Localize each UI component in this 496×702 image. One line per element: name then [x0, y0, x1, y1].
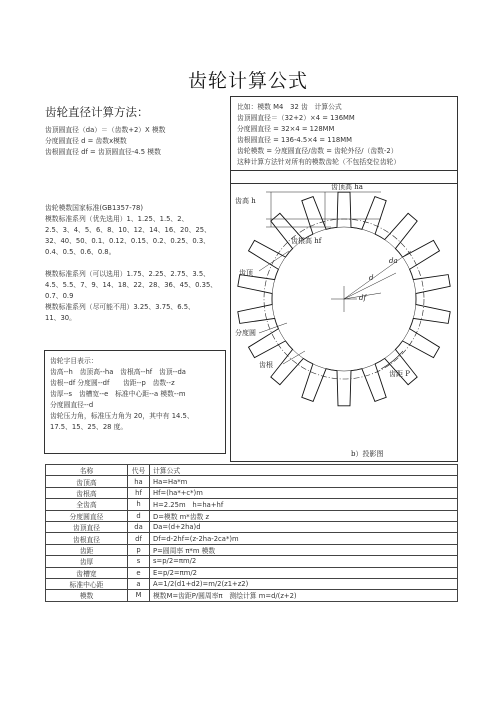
cell-formula: D=模数 m*齿数 z — [150, 510, 458, 521]
cell-symbol: h — [128, 499, 150, 510]
table-row — [46, 521, 458, 532]
table-header-row — [46, 465, 458, 476]
cell-name: 模数 — [46, 590, 128, 601]
module-line — [45, 258, 229, 269]
example-line: 这种计算方法针对所有的模数齿轮（不包括变位齿轮） — [237, 158, 401, 166]
cell-symbol: a — [128, 578, 150, 589]
table-body — [46, 476, 458, 601]
cell-name: 齿顶高 — [46, 476, 128, 487]
cell-formula: Da=(d+2ha)d — [150, 521, 458, 532]
diameter-formulas — [45, 125, 165, 158]
cell-name: 齿顶直径 — [46, 521, 128, 532]
example-line: 齿轮模数 = 分度圆直径/齿数 = 齿轮外径/（齿数-2） — [237, 147, 398, 155]
label-pitch: 齿距 P — [389, 370, 410, 378]
diameter-line: 分度圆直径 d = 齿数x模数 — [45, 137, 127, 145]
cell-symbol: e — [128, 567, 150, 578]
header-symbol: 代号 — [128, 465, 150, 476]
label-df: df — [359, 294, 367, 302]
cell-formula: 模数M=齿距P/圆周率π 测绘计算 m=d/(z+2) — [150, 590, 458, 601]
diameter-line: 齿顶圆直径（da）＝（齿数+2）X 模数 — [45, 126, 166, 134]
example-line: 齿顶圆直径＝（32+2）×4 = 136MM — [237, 114, 355, 122]
cell-symbol: s — [128, 556, 150, 567]
table-row — [46, 567, 458, 578]
label-da: da — [389, 257, 398, 265]
cell-symbol: df — [128, 533, 150, 544]
table-row — [46, 578, 458, 589]
cell-name: 标准中心距 — [46, 578, 128, 589]
tip-leader — [259, 251, 289, 271]
cell-name: 齿槽宽 — [46, 567, 128, 578]
table-row — [46, 499, 458, 510]
label-tooth-height: 齿高 h — [235, 197, 256, 205]
diameter-line: 齿根圆直径 df = 齿顶圆直径-4.5 模数 — [45, 148, 161, 156]
module-line: 0.7、0.9 — [45, 292, 74, 300]
letters-line: 17.5、15、25、28 度。 — [50, 423, 128, 431]
table-row — [46, 556, 458, 567]
cell-symbol: p — [128, 544, 150, 555]
page-title: 齿轮计算公式 — [187, 70, 308, 92]
letters-line: 齿根--df 分度圆--df 齿距--p 齿数--z — [50, 379, 175, 387]
cell-formula: Hf=(ha*+c*)m — [150, 487, 458, 498]
cell-symbol: hf — [128, 487, 150, 498]
label-d: d — [369, 274, 374, 282]
cell-formula: P=圆周率 π*m 模数 — [150, 544, 458, 555]
cell-formula: A=1/2(d1+d2)=m/2(z1+z2) — [150, 578, 458, 589]
cell-formula: E=p/2=πm/2 — [150, 567, 458, 578]
label-dedendum: 齿根高 hf — [291, 237, 322, 245]
cell-formula: H=2.25m h=ha+hf — [150, 499, 458, 510]
cell-symbol: ha — [128, 476, 150, 487]
table-row — [46, 510, 458, 521]
letters-line: 齿轮压力角，标准压力角为 20，其中有 14.5、 — [50, 412, 194, 420]
module-line: 11、30。 — [45, 314, 76, 322]
letters-line: 分度圆直径--d — [50, 401, 94, 409]
cell-symbol: da — [128, 521, 150, 532]
cell-formula: Df=d-2hf=(z-2ha-2ca*)m — [150, 533, 458, 544]
module-line: 4.5、5.5、7、9、14、18、22、28、36、45、0.35、 — [45, 281, 218, 289]
module-line: 32、40、50、0.1、0.12、0.15、0.2、0.25、0.3、 — [45, 237, 210, 245]
cell-formula: s=p/2=πm/2 — [150, 556, 458, 567]
gear-figure — [230, 170, 458, 462]
table-row — [46, 487, 458, 498]
table-row — [46, 533, 458, 544]
header-formula: 计算公式 — [150, 465, 458, 476]
module-line: 齿轮模数国家标准(GB1357-78) — [45, 204, 144, 212]
pitch-leader — [259, 323, 287, 333]
table-row — [46, 590, 458, 601]
cell-name: 全齿高 — [46, 499, 128, 510]
example-line: 齿根圆直径 = 136-4.5×4 = 118MM — [237, 136, 352, 144]
figure-caption: b）投影图 — [351, 450, 384, 458]
letters-line: 齿轮字目表示： — [50, 357, 98, 365]
gear-drawing — [231, 171, 457, 461]
cell-name: 齿距 — [46, 544, 128, 555]
letters-line: 齿厚--s 齿槽宽--e 标准中心距--a 模数--m — [50, 390, 186, 398]
cell-name: 齿根高 — [46, 487, 128, 498]
module-line: 模数标准系列（可以选用）1.75、2.25、2.75、3.5、 — [45, 270, 210, 278]
label-addendum: 齿顶高 ha — [331, 183, 363, 191]
parameter-table — [45, 464, 458, 602]
label-pitch-circle: 分度圆 — [235, 329, 256, 337]
letters-line: 齿高--h 齿顶高--ha 齿根高--hf 齿顶--da — [50, 368, 186, 376]
table-row — [46, 544, 458, 555]
da-leader — [344, 251, 411, 299]
module-line: 2.5、3、4、5、6、8、10、12、14、16、20、25、 — [45, 226, 211, 234]
diameter-heading: 齿轮直径计算方法： — [45, 105, 149, 119]
module-standard — [45, 203, 229, 324]
header-name: 名称 — [46, 465, 128, 476]
letters-box — [44, 350, 226, 454]
cell-name: 分度圆直径 — [46, 510, 128, 521]
example-line: 分度圆直径 = 32×4 = 128MM — [237, 125, 335, 133]
module-line: 模数标准系列（优先选用）1、1.25、1.5、2、 — [45, 215, 189, 223]
cell-symbol: d — [128, 510, 150, 521]
label-root: 齿根 — [259, 361, 273, 369]
module-line: 模数标准系列（尽可能不用）3.25、3.75、6.5、 — [45, 303, 195, 311]
cell-symbol: M — [128, 590, 150, 601]
cell-name: 齿根直径 — [46, 533, 128, 544]
cell-name: 齿厚 — [46, 556, 128, 567]
label-tip: 齿顶 — [239, 269, 253, 277]
module-line: 0.4、0.5、0.6、0.8。 — [45, 248, 116, 256]
cell-formula: Ha=Ha*m — [150, 476, 458, 487]
example-line: 比如：模数 M4 32 齿 计算公式 — [237, 103, 342, 111]
table-row — [46, 476, 458, 487]
